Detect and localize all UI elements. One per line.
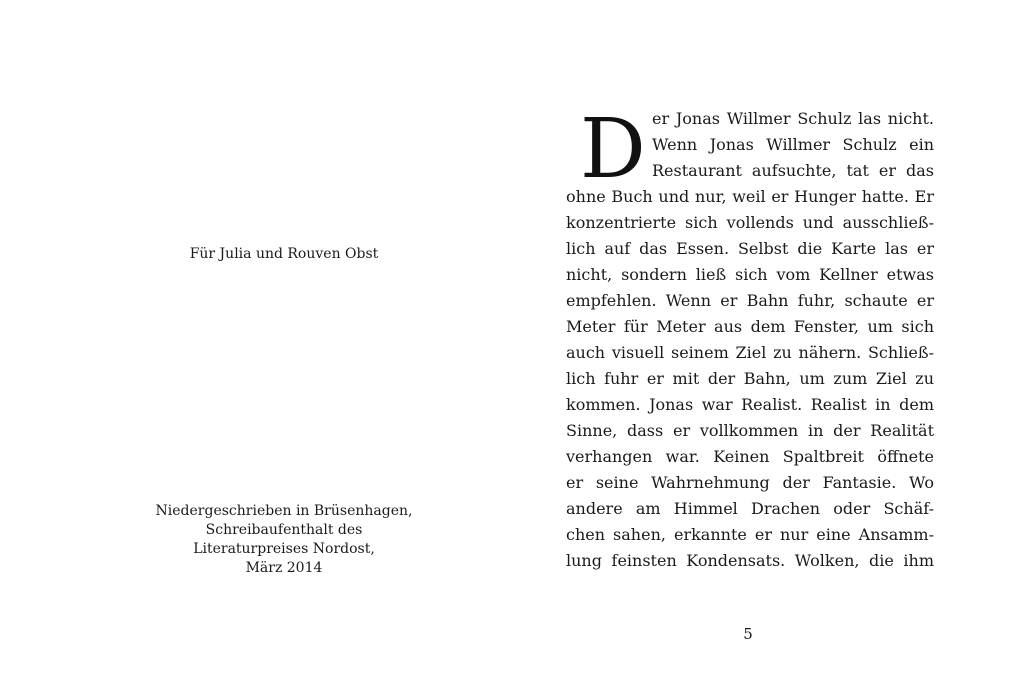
text-line: lich auf das Essen. Selbst die Karte las er: [566, 239, 934, 258]
text-line: lung feinsten Kondensats. Wolken, die ihm: [566, 551, 934, 570]
colophon-line: Schreibaufenthalt des: [205, 522, 363, 538]
text-line: andere am Himmel Drachen oder Schäf-: [566, 499, 934, 518]
text-line: Sinne, dass er vollkommen in der Realität: [566, 421, 934, 440]
colophon-line: Niedergeschrieben in Brüsenhagen,: [155, 503, 413, 519]
colophon-line: Literaturpreises Nordost,: [193, 541, 375, 557]
colophon-line: März 2014: [245, 560, 323, 576]
text-line: konzentrierte sich vollends und ausschließ-: [566, 213, 934, 232]
text-line: chen sahen, erkannte er nur eine Ansamm-: [566, 525, 934, 544]
dedication: Für Julia und Rouven Obst: [189, 246, 379, 262]
page-number: 5: [743, 625, 753, 643]
text-line: nicht, sondern ließ sich vom Kellner etwas: [566, 265, 934, 284]
text-line: empfehlen. Wenn er Bahn fuhr, schaute er: [566, 291, 934, 310]
text-line: er Jonas Willmer Schulz las nicht.: [652, 109, 934, 128]
text-line: Restaurant aufsuchte, tat er das: [652, 161, 934, 180]
text-line: kommen. Jonas war Realist. Realist in dem: [566, 395, 934, 414]
text-line: verhangen war. Keinen Spaltbreit öffnete: [566, 447, 934, 466]
drop-cap: D: [580, 102, 646, 197]
text-line: Meter für Meter aus dem Fenster, um sich: [566, 317, 934, 336]
chapter-text: [566, 102, 934, 574]
text-line: Wenn Jonas Willmer Schulz ein: [652, 135, 934, 154]
text-line: auch visuell seinem Ziel zu nähern. Schließ-: [566, 343, 934, 362]
text-line: ohne Buch und nur, weil er Hunger hatte. Er: [566, 187, 934, 206]
colophon: [0, 502, 568, 578]
text-line: er seine Wahrnehmung der Fantasie. Wo: [566, 473, 934, 492]
text-line: lich fuhr er mit der Bahn, um zum Ziel zu: [566, 369, 934, 388]
